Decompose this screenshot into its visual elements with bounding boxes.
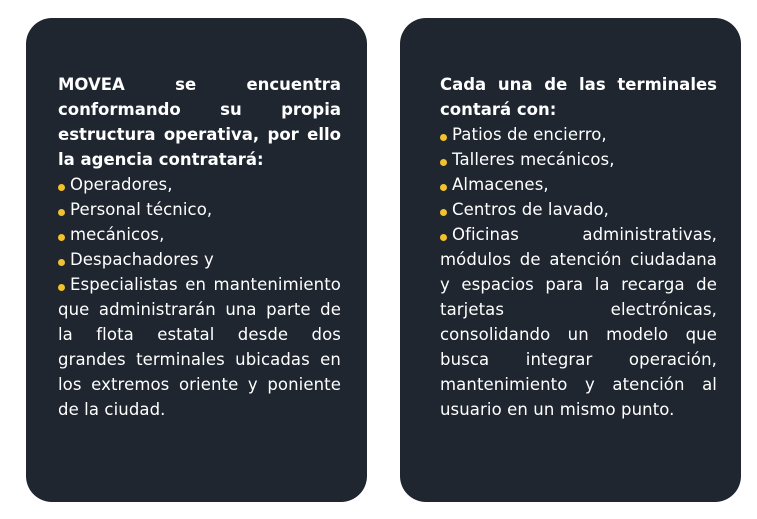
left-info-card [26,18,367,502]
list-item-text: mecánicos, [70,225,165,244]
list-item-text: Patios de encierro, [452,125,607,144]
list-item [440,222,717,422]
bullet-dot-icon [58,234,65,241]
list-item-text: Despachadores y [70,250,214,269]
list-item [58,272,341,422]
bullet-dot-icon [440,134,447,141]
list-item-text: Especialistas en mantenimiento que administrarán una parte de la flota estatal desde dos grandes terminales ubicadas en los extremos oriente y poniente de la ciudad. [58,275,341,419]
bullet-dot-icon [58,209,65,216]
bullet-dot-icon [440,184,447,191]
list-item [440,122,717,147]
list-item [58,172,341,197]
bullet-dot-icon [58,259,65,266]
list-item [440,172,717,197]
list-item [58,197,341,222]
list-item [440,197,717,222]
right-info-card [400,18,741,502]
list-item [58,222,341,247]
list-item-text: Almacenes, [452,175,549,194]
list-item-text: Talleres mecánicos, [452,150,615,169]
left-card-list [58,172,341,422]
bullet-dot-icon [58,184,65,191]
list-item-text: Centros de lavado, [452,200,610,219]
list-item [440,147,717,172]
bullet-dot-icon [440,209,447,216]
bullet-dot-icon [58,284,65,291]
list-item-text: Oficinas administrativas, módulos de atención ciudadana y espacios para la recarga de tarjetas electrónicas, consolidando un modelo que busca integrar operación, mantenimiento y atención al usuario en un mismo punto. [440,225,717,419]
right-card-list [440,122,717,422]
list-item-text: Personal técnico, [70,200,213,219]
list-item-text: Operadores, [70,175,173,194]
bullet-dot-icon [440,159,447,166]
right-card-heading: Cada una de las terminales contará con: [440,75,717,119]
left-card-heading: MOVEA se encuentra conformando su propia estructura operativa, por ello la agencia contratará: [58,75,341,169]
bullet-dot-icon [440,234,447,241]
list-item [58,247,341,272]
